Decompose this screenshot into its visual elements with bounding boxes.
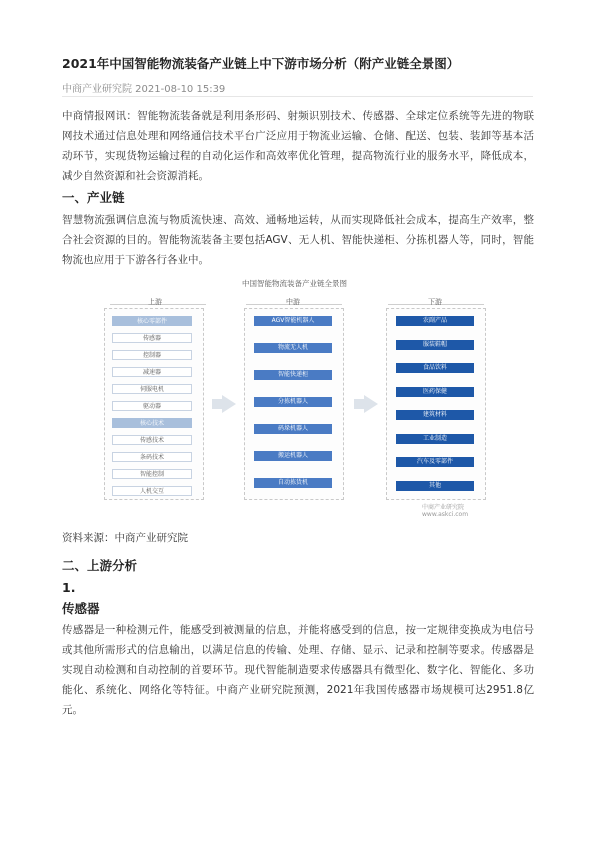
article-meta: 中商产业研究院 2021-08-10 15:39 [62,84,226,95]
upstream-item: 条码技术 [112,452,192,462]
midstream-item: AGV智能机器人 [254,316,332,326]
downstream-item: 其他 [396,481,474,491]
upstream-item: 控制器 [112,350,192,360]
industry-chain-diagram [92,272,506,518]
downstream-item: 建筑材料 [396,410,474,420]
upstream-item: 传感器 [112,333,192,343]
midstream-item: 分拣机器人 [254,397,332,407]
upstream-item: 核心技术 [112,418,192,428]
downstream-item: 农副产品 [396,316,474,326]
midstream-item: 搬运机器人 [254,451,332,461]
upstream-item: 驱动器 [112,401,192,411]
downstream-label: 下游 [428,298,442,306]
section-heading-industry-chain: 一、产业链 [62,190,125,205]
midstream-item: 自动拣货机 [254,478,332,488]
upstream-item: 传感技术 [112,435,192,445]
upstream-item: 人机交互 [112,486,192,496]
arrow-up-mid-icon [222,395,236,413]
diagram-title: 中国智能物流装备产业链全景图 [242,279,347,288]
midstream-item: 智能快递柜 [254,370,332,380]
upstream-item: 减速器 [112,367,192,377]
divider [62,96,533,97]
subsection-number: 1. [62,580,76,595]
downstream-column [386,308,486,500]
midstream-item: 物流无人机 [254,343,332,353]
source-note: 资料来源：中商产业研究院 [62,532,188,544]
subsection-heading-sensor: 传感器 [62,601,100,616]
arrow-up-mid-shaft [212,399,222,409]
midstream-item: 码垛机器人 [254,424,332,434]
downstream-item: 服装鞋帽 [396,340,474,350]
upstream-label: 上游 [148,298,162,306]
downstream-item: 汽车及零部件 [396,457,474,467]
brand-url: www.askci.com [422,511,469,518]
section-heading-upstream: 二、上游分析 [62,558,138,573]
downstream-item: 食品饮料 [396,363,474,373]
intro-paragraph: 中商情报网讯：智能物流装备就是利用条形码、射频识别技术、传感器、全球定位系统等先进的物联网技术通过信息处理和网络通信技术平台广泛应用于物流业运输、仓储、配送、包装、装卸等基本活动环节，实现货物运输过程的自动化运作和高效率优化管理，提高物流行业的服务水平，降低成本，减少自然资源和社会资源消耗。 [62,110,534,182]
industry-chain-paragraph: 智慧物流强调信息流与物质流快速、高效、通畅地运转，从而实现降低社会成本，提高生产效率，整合社会资源的目的。智能物流装备主要包括AGV、无人机、智能快递柜、分拣机器人等，同时，智能物流也应用于下游各行各业中。 [62,214,534,266]
downstream-item: 工业制造 [396,434,474,444]
upstream-item: 智能控制 [112,469,192,479]
brand-name: 中商产业研究院 [422,504,465,511]
sensor-paragraph: 传感器是一种检测元件，能感受到被测量的信息，并能将感受到的信息，按一定规律变换成为电信号或其他所需形式的信息输出，以满足信息的传输、处理、存储、显示、记录和控制等要求。传感器是实现自动检测和自动控制的首要环节。现代智能制造要求传感器具有微型化、数字化、智能化、多功能化、系统化、网络化等特征。中商产业研究院预测，2021年我国传感器市场规模可达2951.8亿元。 [62,624,534,716]
article-title: 2021年中国智能物流装备产业链上中下游市场分析（附产业链全景图） [62,56,460,71]
upstream-item: 伺服电机 [112,384,192,394]
downstream-item: 医药保健 [396,387,474,397]
arrow-mid-down-icon [364,395,378,413]
arrow-mid-down-shaft [354,399,364,409]
upstream-item: 核心零部件 [112,316,192,326]
midstream-label: 中游 [286,298,300,306]
diagram-brand [418,502,506,518]
